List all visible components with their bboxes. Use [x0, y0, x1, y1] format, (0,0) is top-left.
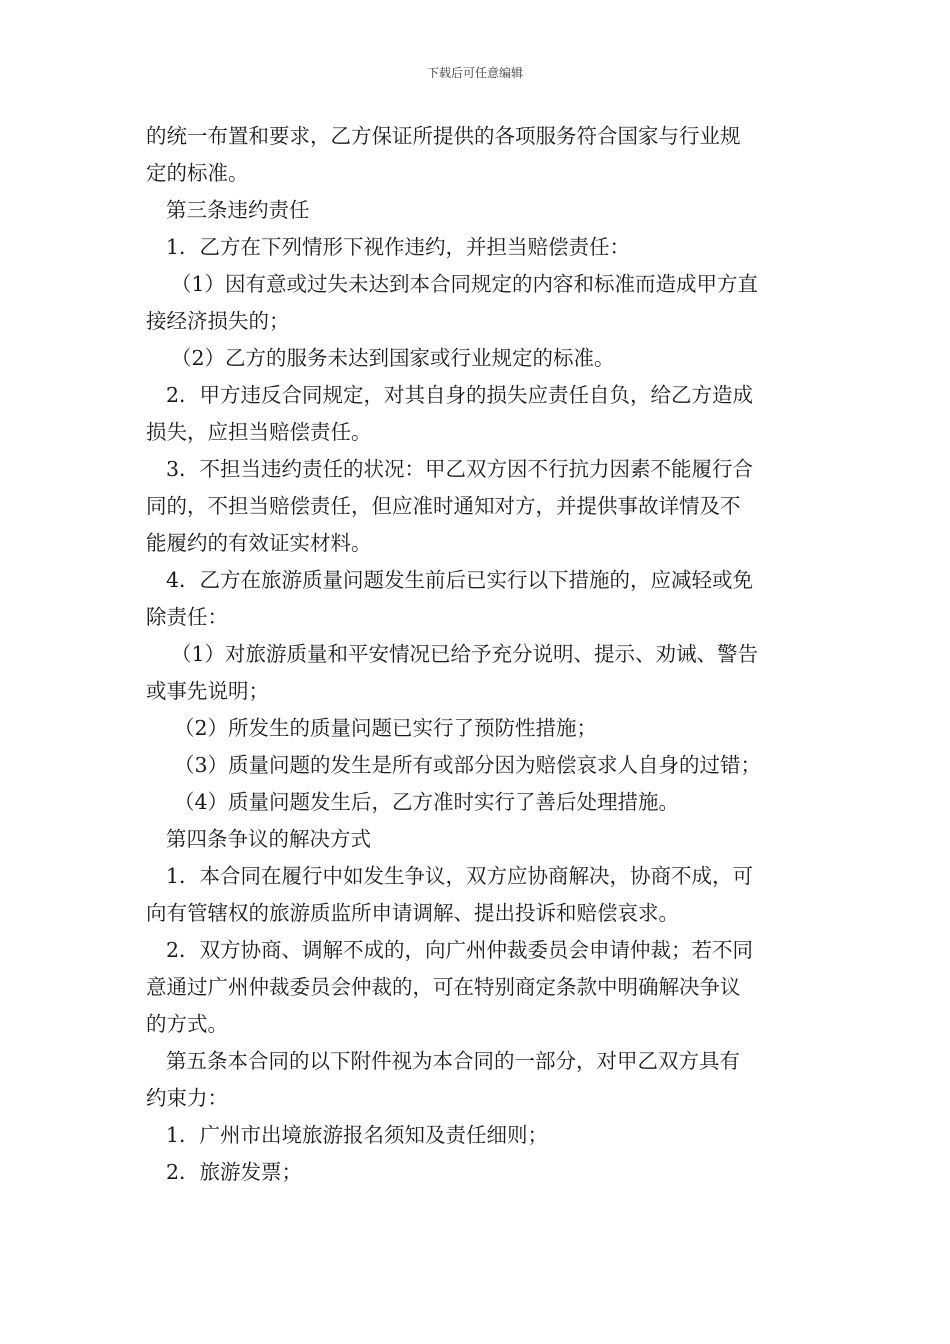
section-heading: 第三条违约责任 — [166, 198, 310, 222]
clause-item: 2．双方协商、调解不成的，向广州仲裁委员会申请仲裁；若不同 — [166, 938, 754, 962]
paragraph-line: 能履约的有效证实材料。 — [146, 531, 372, 555]
sub-clause-item: （2）乙方的服务未达到国家或行业规定的标准。 — [171, 346, 615, 370]
paragraph-line: 同的，不担当赔偿责任，但应准时通知对方，并提供事故详情及不 — [146, 494, 741, 518]
sub-clause-item: （3）质量问题的发生是所有或部分因为赔偿哀求人自身的过错； — [174, 753, 762, 777]
clause-item: 1．广州市出境旅游报名须知及责任细则； — [166, 1123, 549, 1147]
clause-item: 3．不担当违约责任的状况：甲乙双方因不行抗力因素不能履行合 — [166, 457, 754, 481]
paragraph-line: 或事先说明； — [146, 679, 269, 703]
section-heading: 第五条本合同的以下附件视为本合同的一部分，对甲乙双方具有 — [166, 1049, 740, 1073]
paragraph-line: 损失，应担当赔偿责任。 — [146, 420, 372, 444]
paragraph-line: 向有管辖权的旅游质监所申请调解、提出投诉和赔偿哀求。 — [146, 901, 679, 925]
sub-clause-item: （1）对旅游质量和平安情况已给予充分说明、提示、劝诫、警告 — [171, 642, 759, 666]
paragraph-line: 的统一布置和要求，乙方保证所提供的各项服务符合国家与行业规 — [146, 124, 741, 148]
clause-item: 1．本合同在履行中如发生争议，双方应协商解决，协商不成，可 — [166, 864, 754, 888]
clause-item: 2．甲方违反合同规定，对其自身的损失应责任自负，给乙方造成 — [166, 383, 754, 407]
sub-clause-item: （1）因有意或过失未达到本合同规定的内容和标准而造成甲方直 — [171, 272, 759, 296]
document-body — [146, 118, 808, 1191]
paragraph-line: 的方式。 — [146, 1012, 228, 1036]
paragraph-line: 接经济损失的； — [146, 309, 290, 333]
clause-item: 4．乙方在旅游质量问题发生前后已实行以下措施的，应减轻或免 — [166, 568, 754, 592]
paragraph-line: 意通过广州仲裁委员会仲裁的，可在特别商定条款中明确解决争议 — [146, 975, 741, 999]
page-header: 下载后可任意编辑 — [426, 66, 523, 80]
paragraph-line: 约束力： — [146, 1086, 228, 1110]
sub-clause-item: （4）质量问题发生后，乙方准时实行了善后处理措施。 — [174, 790, 680, 814]
clause-item: 1．乙方在下列情形下视作违约，并担当赔偿责任： — [166, 235, 631, 259]
sub-clause-item: （2）所发生的质量问题已实行了预防性措施； — [174, 716, 598, 740]
paragraph-line: 除责任： — [146, 605, 228, 629]
paragraph-line: 定的标准。 — [146, 161, 249, 185]
clause-item: 2．旅游发票； — [166, 1160, 303, 1184]
section-heading: 第四条争议的解决方式 — [166, 827, 371, 851]
